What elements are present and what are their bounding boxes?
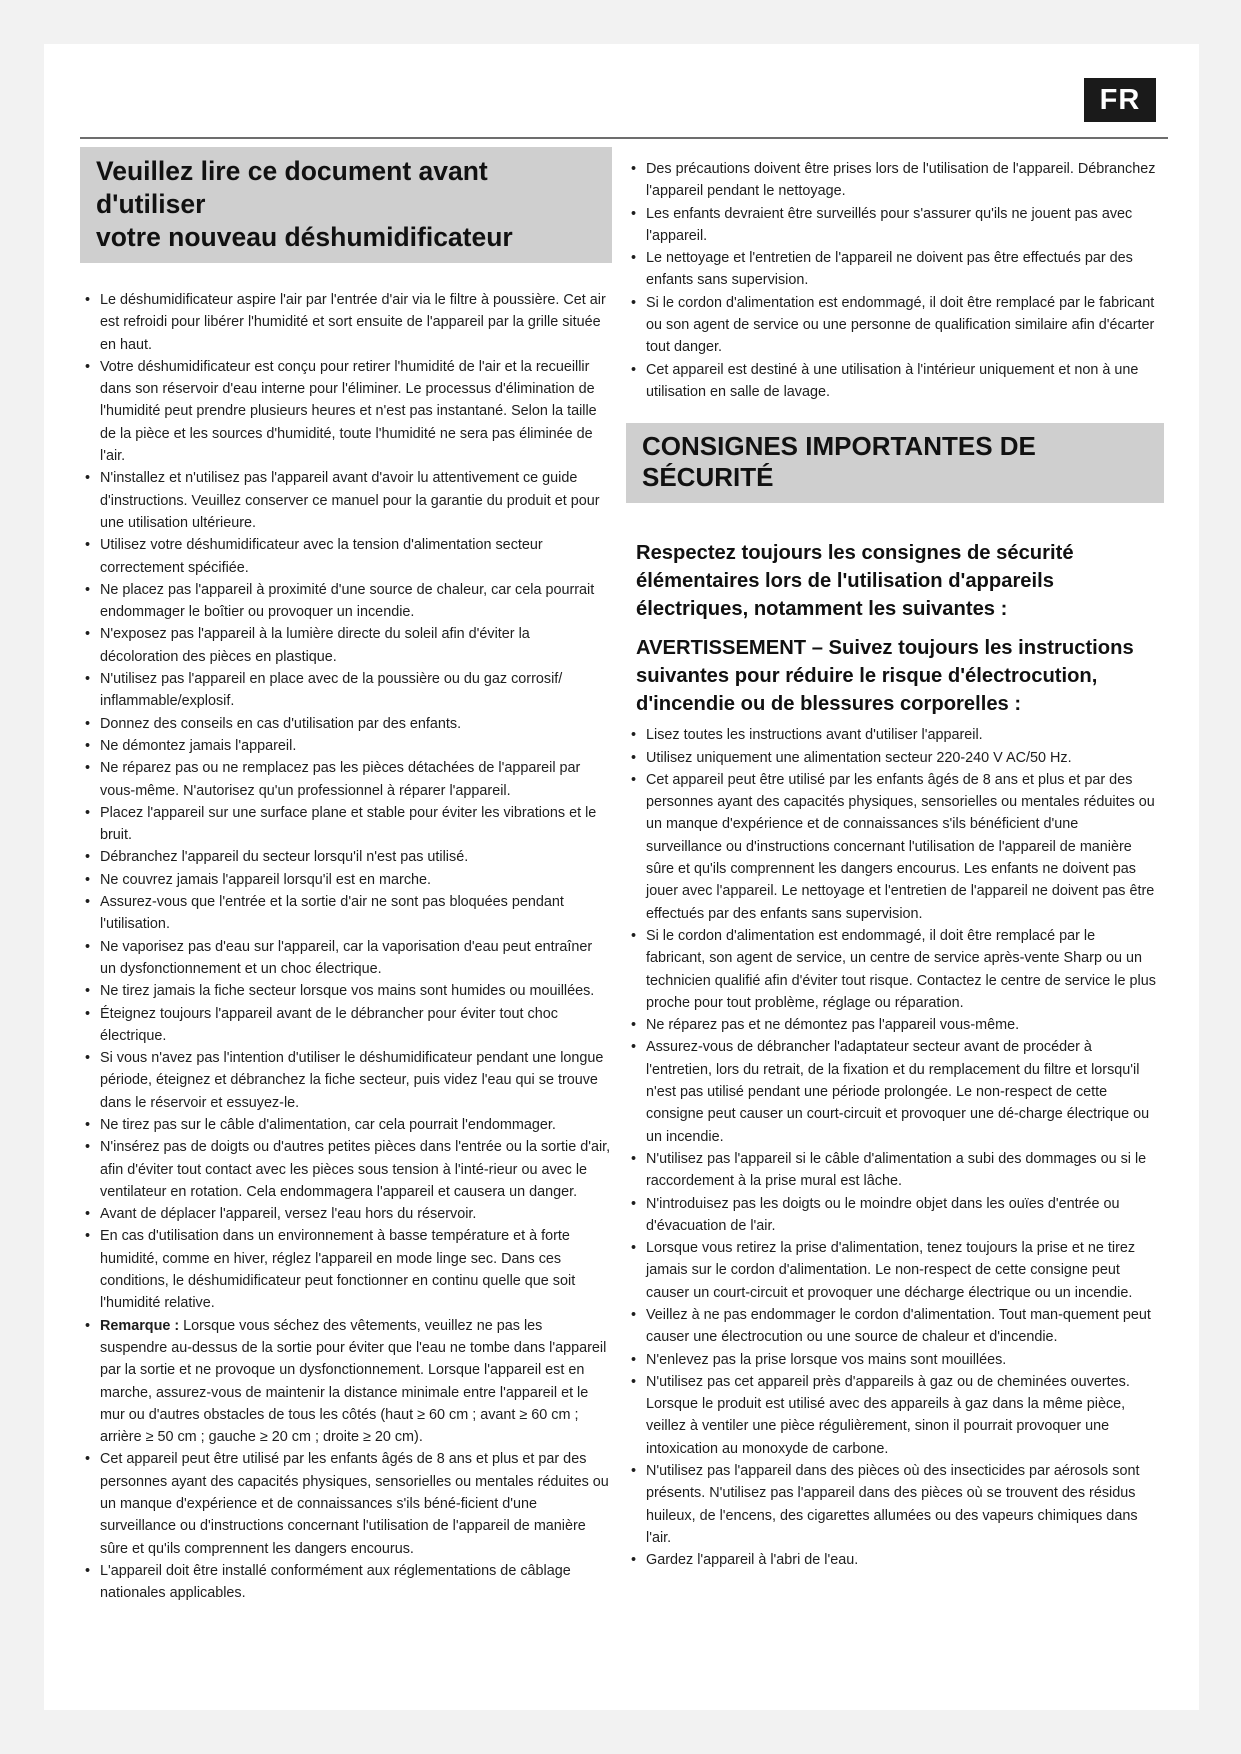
remarque-item: [80, 1315, 612, 1449]
list-item: • Ne démontez jamais l'appareil.: [80, 735, 612, 757]
heading-line: électriques, notamment les suivantes :: [636, 598, 1008, 621]
list-item: • Utilisez votre déshumidificateur avec la tension d'alimentation secteur correctement spécifiée.: [80, 534, 612, 579]
list-item: • Des précautions doivent être prises lors de l'utilisation de l'appareil. Débranchez l'appareil pendant le nettoyage.: [626, 158, 1158, 203]
right-bottom-bullet-list: [626, 724, 1158, 1571]
list-item: • Si vous n'avez pas l'intention d'utiliser le déshumidificateur pendant une longue période, éteignez et débranchez la fiche secteur, puis videz l'eau qui se trouve dans le réservoir et essuyez-le.: [80, 1047, 612, 1114]
right-column: [626, 158, 1158, 1572]
list-item: • N'utilisez pas cet appareil près d'appareils à gaz ou de cheminées ouvertes. Lorsque le produit est utilisé avec des appareils à gaz dans la même pièce, veillez à ventiler une pièce régulièrement, sinon il pourrait provoquer une intoxication au monoxyde de carbone.: [626, 1371, 1158, 1460]
list-item: • Cet appareil est destiné à une utilisation à l'intérieur uniquement et non à une utilisation en salle de lavage.: [626, 359, 1158, 404]
title-line: votre nouveau déshumidificateur: [96, 222, 513, 252]
list-item: • Veillez à ne pas endommager le cordon d'alimentation. Tout man-quement peut causer une électrocution ou une source de chaleur et d'incendie.: [626, 1304, 1158, 1349]
list-item: • Gardez l'appareil à l'abri de l'eau.: [626, 1549, 1158, 1571]
list-item: • Si le cordon d'alimentation est endommagé, il doit être remplacé par le fabricant ou son agent de service ou une personne de qualification similaire afin d'écarter tout danger.: [626, 292, 1158, 359]
list-item: • Placez l'appareil sur une surface plane et stable pour éviter les vibrations et le bruit.: [80, 802, 612, 847]
safety-section-title: CONSIGNES IMPORTANTES DE SÉCURITÉ: [626, 423, 1164, 503]
heading-line: Respectez toujours les consignes de sécurité: [636, 542, 1074, 565]
list-item: • Lisez toutes les instructions avant d'utiliser l'appareil.: [626, 724, 1158, 746]
list-item: • Assurez-vous que l'entrée et la sortie d'air ne sont pas bloquées pendant l'utilisation.: [80, 891, 612, 936]
list-item: • Ne placez pas l'appareil à proximité d'une source de chaleur, car cela pourrait endommager le boîtier ou provoquer un incendie.: [80, 579, 612, 624]
right-top-bullet-list: [626, 158, 1158, 403]
list-item: • Donnez des conseils en cas d'utilisation par des enfants.: [80, 713, 612, 735]
list-item: • En cas d'utilisation dans un environnement à basse température et à forte humidité, comme en hiver, réglez l'appareil en mode linge sec. Dans ces conditions, le déshumidificateur peut fonctionner en continu quelle que soit l'humidité relative.: [80, 1225, 612, 1314]
left-column: [80, 147, 612, 1605]
list-item: • N'insérez pas de doigts ou d'autres petites pièces dans l'entrée ou la sortie d'air, afin d'éviter tout contact avec les pièces sous tension à l'inté-rieur ou avec le ventilateur en rotation. Cela endommagera l'appareil et causera un danger.: [80, 1136, 612, 1203]
left-bullet-list: [80, 289, 612, 1605]
header-rule: [80, 137, 1168, 139]
list-item: • Ne tirez pas sur le câble d'alimentation, car cela pourrait l'endommager.: [80, 1114, 612, 1136]
language-badge: FR: [1084, 78, 1156, 122]
list-item: • Cet appareil peut être utilisé par les enfants âgés de 8 ans et plus et par des personnes ayant des capacités physiques, sensorielles ou mentales réduites ou un manque d'expérience et de connaissances s'ils béné-ficient d'une surveillance ou d'instructions concernant l'utilisation de l'appareil de manière sûre et qu'ils comprennent les dangers encourus.: [80, 1448, 612, 1559]
list-item: • Débranchez l'appareil du secteur lorsqu'il n'est pas utilisé.: [80, 846, 612, 868]
list-item: • N'utilisez pas l'appareil si le câble d'alimentation a subi des dommages ou si le raccordement à la prise mural est lâche.: [626, 1148, 1158, 1193]
list-item: • Lorsque vous retirez la prise d'alimentation, tenez toujours la prise et ne tirez jamais sur le cordon d'alimentation. Le non-respect de cette consigne peut causer un court-circuit et provoquer une décharge électrique ou un incendie.: [626, 1237, 1158, 1304]
warning-heading: [626, 634, 1158, 718]
list-item: • Ne couvrez jamais l'appareil lorsqu'il est en marche.: [80, 869, 612, 891]
list-item: • Le nettoyage et l'entretien de l'appareil ne doivent pas être effectués par des enfants sans supervision.: [626, 247, 1158, 292]
remarque-text: Lorsque vous séchez des vêtements, veuillez ne pas les suspendre au-dessus de la sortie pour éviter que l'eau ne tombe dans l'appareil par la sortie et ne provoque un dysfonctionnement. Lorsque l'appareil est en marche, assurez-vous de maintenir la distance minimale entre l'appareil et le mur ou d'autres obstacles de tous les côtés (haut ≥ 60 cm ; avant ≥ 60 cm ; arrière ≥ 50 cm ; gauche ≥ 20 cm ; droite ≥ 20 cm).: [100, 1317, 607, 1446]
list-item: • Éteignez toujours l'appareil avant de le débrancher pour éviter tout choc électrique.: [80, 1003, 612, 1048]
heading-line: AVERTISSEMENT – Suivez toujours les instructions: [636, 637, 1134, 660]
document-title: [80, 147, 612, 263]
list-item: • Ne vaporisez pas d'eau sur l'appareil, car la vaporisation d'eau peut entraîner un dysfonctionnement et un choc électrique.: [80, 936, 612, 981]
list-item: • Les enfants devraient être surveillés pour s'assurer qu'ils ne jouent pas avec l'appareil.: [626, 203, 1158, 248]
list-item: • Si le cordon d'alimentation est endommagé, il doit être remplacé par le fabricant, son agent de service, un centre de service après-vente Sharp ou un technicien qualifié afin d'éviter tout risque. Contactez le centre de service le plus proche pour tout problème, réglage ou réparation.: [626, 925, 1158, 1014]
list-item: • Votre déshumidificateur est conçu pour retirer l'humidité de l'air et la recueillir dans son réservoir d'eau interne pour l'éliminer. Le processus d'élimination de l'humidité peut prendre plusieurs heures et n'est pas instantané. Selon la taille de la pièce et les sources d'humidité, toute l'humidité ne sera pas éliminée de l'air.: [80, 356, 612, 467]
heading-line: suivantes pour réduire le risque d'électrocution,: [636, 665, 1098, 688]
list-item: • Cet appareil peut être utilisé par les enfants âgés de 8 ans et plus et par des personnes ayant des capacités physiques, sensorielles ou mentales réduites ou un manque d'expérience et de connaissances s'ils bénéficient d'une surveillance ou d'instructions concernant l'utilisation de l'appareil de manière sûre et qu'ils comprennent les dangers encourus. Les enfants ne doivent pas jouer avec l'appareil. Le nettoyage et l'entretien de l'appareil ne doivent pas être effectués par des enfants sans supervision.: [626, 769, 1158, 925]
remarque-label: Remarque :: [100, 1317, 180, 1334]
list-item: • Utilisez uniquement une alimentation secteur 220-240 V AC/50 Hz.: [626, 747, 1158, 769]
heading-line: élémentaires lors de l'utilisation d'appareils: [636, 570, 1054, 593]
list-item: • N'introduisez pas les doigts ou le moindre objet dans les ouïes d'entrée ou d'évacuation de l'air.: [626, 1193, 1158, 1238]
list-item: • Ne réparez pas ou ne remplacez pas les pièces détachées de l'appareil par vous-même. N'autorisez qu'un professionnel à réparer l'appareil.: [80, 757, 612, 802]
list-item: • L'appareil doit être installé conformément aux réglementations de câblage nationales applicables.: [80, 1560, 612, 1605]
list-item: • N'utilisez pas l'appareil dans des pièces où des insecticides par aérosols sont présents. N'utilisez pas l'appareil dans des pièces où se trouvent des résidus huileux, de l'encens, des cigarettes allumées ou des vapeurs chimiques dans l'air.: [626, 1460, 1158, 1549]
list-item: • N'utilisez pas l'appareil en place avec de la poussière ou du gaz corrosif/ inflammable/explosif.: [80, 668, 612, 713]
list-item: • N'enlevez pas la prise lorsque vos mains sont mouillées.: [626, 1349, 1158, 1371]
heading-line: d'incendie ou de blessures corporelles :: [636, 693, 1022, 716]
list-item: • Assurez-vous de débrancher l'adaptateur secteur avant de procéder à l'entretien, lors du retrait, de la fixation et du remplacement du filtre et lorsqu'il n'est pas utilisé pendant une période prolongée. Le non-respect de cette consigne peut causer un court-circuit et provoquer une dé-charge électrique ou un incendie.: [626, 1036, 1158, 1147]
list-item: • Ne tirez jamais la fiche secteur lorsque vos mains sont humides ou mouillées.: [80, 980, 612, 1002]
safety-intro-heading: [626, 539, 1158, 623]
title-line: Veuillez lire ce document avant d'utiliser: [96, 156, 488, 219]
list-item: • N'installez et n'utilisez pas l'appareil avant d'avoir lu attentivement ce guide d'instructions. Veuillez conserver ce manuel pour la garantie du produit et pour une utilisation ultérieure.: [80, 467, 612, 534]
list-item: • Le déshumidificateur aspire l'air par l'entrée d'air via le filtre à poussière. Cet air est refroidi pour libérer l'humidité et sort ensuite de l'appareil par la grille située en haut.: [80, 289, 612, 356]
list-item: • Avant de déplacer l'appareil, versez l'eau hors du réservoir.: [80, 1203, 612, 1225]
list-item: • Ne réparez pas et ne démontez pas l'appareil vous-même.: [626, 1014, 1158, 1036]
list-item: • N'exposez pas l'appareil à la lumière directe du soleil afin d'éviter la décoloration des pièces en plastique.: [80, 623, 612, 668]
